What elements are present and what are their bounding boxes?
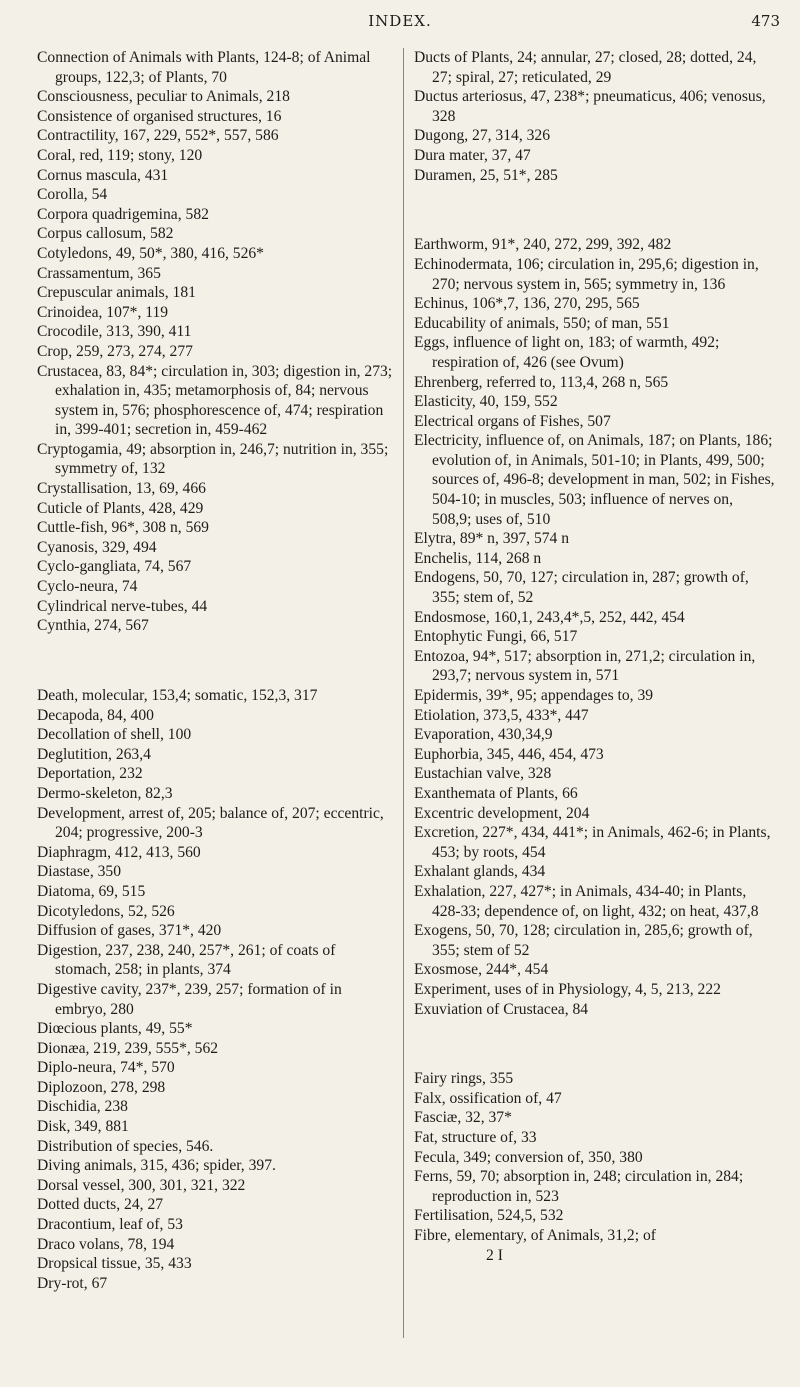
index-entry: Diplo-neura, 74*, 570 <box>37 1059 175 1077</box>
index-entry: Experiment, uses of in Physiology, 4, 5, 213, 222 <box>414 980 721 998</box>
running-header <box>0 12 800 42</box>
index-entry: Excretion, 227*, 434, 441*; in Animals, 462-6; in Plants, 453; by roots, 454 <box>414 824 771 861</box>
index-entry: Fairy rings, 355 <box>414 1070 514 1088</box>
index-entry: Exanthemata of Plants, 66 <box>414 784 578 802</box>
index-entry: Dorsal vessel, 300, 301, 321, 322 <box>37 1176 246 1194</box>
index-entry: Duramen, 25, 51*, 285 <box>414 166 558 184</box>
index-entry: Dracontium, leaf of, 53 <box>37 1216 183 1234</box>
index-entry: Crystallisation, 13, 69, 466 <box>37 480 206 498</box>
index-entry: Exhalant glands, 434 <box>414 863 546 881</box>
index-entry: Ehrenberg, referred to, 113,4, 268 n, 565 <box>414 373 669 391</box>
index-entry: Entozoa, 94*, 517; absorption in, 271,2; circulation in, 293,7; nervous system in, 571 <box>414 647 756 685</box>
right-column <box>414 48 776 1265</box>
index-entry: Exuviation of Crustacea, 84 <box>414 1000 589 1018</box>
index-entry: Eggs, influence of light on, 183; of warmth, 492; respiration of, 426 (see Ovum) <box>414 334 720 371</box>
index-entry: Excentric development, 204 <box>414 804 590 822</box>
index-entry: Cuttle-fish, 96*, 308 n, 569 <box>37 519 209 537</box>
index-entry: Exogens, 50, 70, 128; circulation in, 285,6; growth of, 355; stem of 52 <box>414 922 753 959</box>
entry-gap <box>37 651 395 670</box>
page-number: 473 <box>751 12 780 30</box>
index-entry: Dura mater, 37, 47 <box>414 146 531 164</box>
index-entry: Eustachian valve, 328 <box>414 765 552 783</box>
index-entry: Cryptogamia, 49; absorption in, 246,7; nutrition in, 355; symmetry of, 132 <box>37 440 389 478</box>
index-entry: Exosmose, 244*, 454 <box>414 961 549 979</box>
index-entry: Crocodile, 313, 390, 411 <box>37 323 192 341</box>
index-entry: Deglutition, 263,4 <box>37 745 151 763</box>
index-entry: Fertilisation, 524,5, 532 <box>414 1207 564 1225</box>
index-entry: Disk, 349, 881 <box>37 1118 129 1136</box>
index-entry: Corpus callosum, 582 <box>37 225 174 243</box>
index-entry: Dionæa, 219, 239, 555*, 562 <box>37 1039 219 1057</box>
index-entry: Diplozoon, 278, 298 <box>37 1078 166 1096</box>
index-entry: Digestive cavity, 237*, 239, 257; formation of in embryo, 280 <box>37 980 342 1018</box>
index-entry: Development, arrest of, 205; balance of, 207; eccentric, 204; progressive, 200-3 <box>37 804 384 842</box>
entry-gap <box>414 1035 776 1054</box>
index-entry: Falx, ossification of, 47 <box>414 1089 562 1107</box>
index-entry: Deportation, 232 <box>37 765 143 783</box>
index-entry: Etiolation, 373,5, 433*, 447 <box>414 706 589 724</box>
index-entry: Diatoma, 69, 515 <box>37 882 146 900</box>
index-entry: Decollation of shell, 100 <box>37 726 192 744</box>
index-entry: Dicotyledons, 52, 526 <box>37 902 175 920</box>
index-entry: Diving animals, 315, 436; spider, 397. <box>37 1157 276 1175</box>
column-rule <box>403 48 404 1338</box>
index-entry: Draco volans, 78, 194 <box>37 1235 175 1253</box>
index-entry: Echinus, 106*,7, 136, 270, 295, 565 <box>414 295 640 313</box>
index-entry: Earthworm, 91*, 240, 272, 299, 392, 482 <box>414 236 672 254</box>
index-entry: Dischidia, 238 <box>37 1098 128 1116</box>
index-entry: Entophytic Fungi, 66, 517 <box>414 628 578 646</box>
index-entry: Distribution of species, 546. <box>37 1137 214 1155</box>
index-entry: Dugong, 27, 314, 326 <box>414 127 551 145</box>
index-entry: Cynthia, 274, 567 <box>37 617 149 635</box>
index-entry: Fecula, 349; conversion of, 350, 380 <box>414 1148 643 1166</box>
index-entry: Connection of Animals with Plants, 124-8; of Animal groups, 122,3; of Plants, 70 <box>37 49 371 86</box>
index-entry: Educability of animals, 550; of man, 551 <box>414 314 670 332</box>
index-entry: Cyclo-gangliata, 74, 567 <box>37 558 192 576</box>
index-entry: Consciousness, peculiar to Animals, 218 <box>37 88 290 106</box>
index-entry: Diastase, 350 <box>37 863 122 881</box>
index-entry: Evaporation, 430,34,9 <box>414 726 553 744</box>
index-entry: Elytra, 89* n, 397, 574 n <box>414 530 570 548</box>
index-entry: Exhalation, 227, 427*; in Animals, 434-40; in Plants, 428-33; dependence of, on light, 432; on heat, 437,8 <box>414 882 759 920</box>
index-entry: Ferns, 59, 70; absorption in, 248; circulation in, 284; reproduction in, 523 <box>414 1168 744 1205</box>
index-entry: Dropsical tissue, 35, 433 <box>37 1255 192 1273</box>
index-entry: Electrical organs of Fishes, 507 <box>414 412 611 430</box>
index-entry: Diffusion of gases, 371*, 420 <box>37 922 222 940</box>
index-entry: Crinoidea, 107*, 119 <box>37 303 169 321</box>
index-entry: Crustacea, 83, 84*; circulation in, 303; digestion in, 273; exhalation in, 435; metamorphosis of, 84; nervous system in, 576; phosphorescence of, 474; respiration in, 399-401; secretion in, 459-462 <box>37 362 393 439</box>
index-entry: Diaphragm, 412, 413, 560 <box>37 843 201 861</box>
index-entry: Endogens, 50, 70, 127; circulation in, 287; growth of, 355; stem of, 52 <box>414 569 749 607</box>
index-entry: Enchelis, 114, 268 n <box>414 549 542 567</box>
index-entry: Coral, red, 119; stony, 120 <box>37 146 203 164</box>
index-entry: Cyanosis, 329, 494 <box>37 538 157 556</box>
entry-gap <box>414 201 776 220</box>
signature-mark: 2 I <box>486 1246 503 1264</box>
left-column <box>37 48 395 1293</box>
running-title: INDEX. <box>368 12 432 30</box>
index-entry: Electricity, influence of, on Animals, 187; on Plants, 186; evolution of, in Animals, 501-10; in Plants, 499, 500; sources of, 496-8; development in man, 502; in Fishes, 504-10; in muscles, 503; influence of nerves on, 508,9; uses of, 510 <box>414 432 775 528</box>
index-entry: Crassamentum, 365 <box>37 264 161 282</box>
index-entry: Cuticle of Plants, 428, 429 <box>37 499 204 517</box>
index-entry: Decapoda, 84, 400 <box>37 706 154 724</box>
index-entry: Dermo-skeleton, 82,3 <box>37 784 173 802</box>
index-entry: Epidermis, 39*, 95; appendages to, 39 <box>414 687 654 704</box>
index-entry: Ductus arteriosus, 47, 238*; pneumaticus, 406; venosus, 328 <box>414 88 766 125</box>
index-entry: Consistence of organised structures, 16 <box>37 107 282 125</box>
index-entry: Fat, structure of, 33 <box>414 1129 537 1147</box>
index-entry: Fibre, elementary, of Animals, 31,2; of <box>414 1227 656 1245</box>
index-entry: Dry-rot, 67 <box>37 1274 108 1292</box>
index-entry: Fasciæ, 32, 37* <box>414 1109 512 1127</box>
index-entry: Corolla, 54 <box>37 186 108 204</box>
index-entry: Cyclo-neura, 74 <box>37 578 138 596</box>
index-entry: Dotted ducts, 24, 27 <box>37 1196 164 1214</box>
index-entry: Cornus mascula, 431 <box>37 166 169 184</box>
index-entry: Digestion, 237, 238, 240, 257*, 261; of coats of stomach, 258; in plants, 374 <box>37 941 336 979</box>
index-entry: Ducts of Plants, 24; annular, 27; closed, 28; dotted, 24, 27; spiral, 27; reticulated, 29 <box>414 49 757 86</box>
index-entry: Echinodermata, 106; circulation in, 295,6; digestion in, 270; nervous system in, 565; symmetry in, 136 <box>414 255 759 293</box>
index-entry: Crop, 259, 273, 274, 277 <box>37 342 193 360</box>
index-entry: Diœcious plants, 49, 55* <box>37 1020 193 1038</box>
index-entry: Crepuscular animals, 181 <box>37 284 196 302</box>
index-entry: Endosmose, 160,1, 243,4*,5, 252, 442, 454 <box>414 608 685 626</box>
index-entry: Corpora quadrigemina, 582 <box>37 205 209 223</box>
index-entry: Elasticity, 40, 159, 552 <box>414 393 558 411</box>
index-entry: Death, molecular, 153,4; somatic, 152,3, 317 <box>37 687 318 704</box>
index-entry: Euphorbia, 345, 446, 454, 473 <box>414 745 604 763</box>
index-entry: Cylindrical nerve-tubes, 44 <box>37 597 208 615</box>
index-entry: Cotyledons, 49, 50*, 380, 416, 526* <box>37 244 264 262</box>
index-entry: Contractility, 167, 229, 552*, 557, 586 <box>37 127 279 145</box>
